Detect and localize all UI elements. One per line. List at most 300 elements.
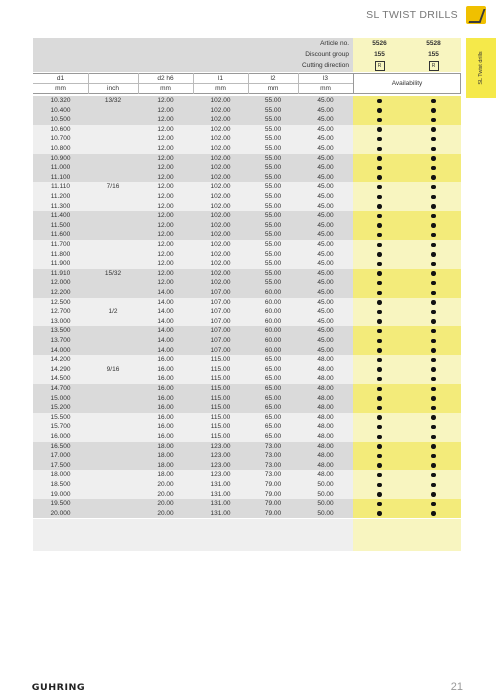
table-row [33, 288, 461, 298]
row-availability-background [353, 403, 461, 413]
cell-l2: 55.00 [264, 250, 282, 258]
cell-inch [88, 211, 138, 221]
cell-l2: 55.00 [264, 241, 282, 248]
row-availability-background [353, 384, 461, 394]
table-row [33, 144, 461, 154]
cell-l2: 79.00 [264, 481, 282, 488]
cell-d2: 12.00 [157, 279, 174, 287]
cell-l1: 115.00 [210, 404, 231, 412]
cell-l1: 115.00 [210, 413, 231, 421]
availability-dot-icon [377, 300, 382, 305]
availability-dot-icon [431, 271, 436, 276]
availability-dot-icon [431, 243, 436, 248]
table-row [33, 442, 461, 452]
cell-l1: 102.00 [210, 125, 231, 133]
page-number: 21 [450, 681, 463, 693]
cell-d1: 11.000 [50, 164, 71, 172]
col-sep [248, 73, 249, 94]
cell-d2: 18.00 [157, 461, 174, 469]
cell-l1: 115.00 [210, 433, 231, 440]
cell-inch [88, 355, 138, 365]
table-row [33, 96, 461, 106]
cutting-direction-icon: R [429, 61, 439, 71]
cell-inch [88, 154, 138, 164]
cell-d1: 13.500 [50, 327, 71, 335]
cell-inch [88, 106, 138, 116]
cell-d2: 12.00 [157, 260, 174, 268]
cell-d2: 18.00 [157, 452, 174, 460]
cell-d2: 12.00 [157, 241, 174, 248]
discount-label: Discount group [305, 51, 349, 58]
cell-l1: 102.00 [210, 212, 231, 220]
cell-d1: 14.700 [50, 385, 71, 392]
cell-d1: 11.900 [50, 260, 71, 268]
cell-inch [88, 317, 138, 327]
availability-dot-icon [377, 387, 382, 392]
cell-l2: 55.00 [264, 183, 282, 191]
cell-l3: 50.00 [317, 509, 334, 517]
availability-dot-icon [431, 195, 436, 200]
cell-d1: 11.100 [50, 173, 71, 181]
cell-d1: 18.500 [50, 481, 71, 488]
cutting-col2 [406, 62, 461, 73]
availability-dot-icon [377, 396, 382, 401]
table-row [33, 413, 461, 423]
col-sep [88, 73, 89, 94]
cell-l2: 65.00 [264, 375, 282, 383]
row-availability-background [353, 192, 461, 202]
col-head-d1: d1 [56, 75, 65, 82]
cell-inch [88, 394, 138, 404]
availability-dot-icon [377, 435, 382, 440]
cell-l3: 45.00 [317, 279, 334, 287]
cell-d2: 16.00 [157, 423, 174, 431]
cell-d1: 15.700 [50, 423, 71, 431]
cell-l2: 55.00 [264, 193, 282, 200]
cell-inch [88, 163, 138, 173]
cell-l3: 45.00 [317, 116, 334, 124]
availability-dot-icon [431, 463, 436, 468]
cell-d1: 11.600 [50, 231, 71, 239]
cell-l3: 48.00 [317, 471, 334, 479]
row-availability-background [353, 230, 461, 240]
cell-l2: 55.00 [264, 116, 282, 124]
row-availability-background [353, 278, 461, 288]
cell-l3: 45.00 [317, 97, 334, 104]
row-availability-background [353, 182, 461, 192]
availability-dot-icon [377, 502, 382, 507]
cell-l1: 131.00 [210, 500, 231, 508]
cell-inch: 13/32 [104, 97, 122, 104]
availability-dot-icon [431, 396, 436, 401]
cell-inch [88, 403, 138, 413]
cell-d1: 15.200 [50, 404, 71, 412]
cell-l2: 65.00 [264, 365, 282, 373]
table-row [33, 451, 461, 461]
row-availability-background [353, 211, 461, 221]
availability-dot-icon [377, 127, 382, 132]
cell-l1: 115.00 [210, 356, 231, 364]
cell-d2: 16.00 [157, 385, 174, 392]
cell-inch [88, 374, 138, 384]
availability-dot-icon [431, 223, 436, 228]
cell-l2: 65.00 [264, 433, 282, 440]
cell-inch: 15/32 [104, 269, 122, 277]
table-row [33, 346, 461, 356]
page-header [0, 0, 496, 30]
cell-d1: 13.700 [50, 337, 71, 344]
cell-d1: 11.400 [50, 212, 71, 220]
cell-l3: 48.00 [317, 433, 334, 440]
cell-l3: 45.00 [317, 346, 334, 354]
cell-l3: 45.00 [317, 202, 334, 210]
row-availability-background [353, 470, 461, 480]
cell-inch [88, 509, 138, 519]
table-row [33, 221, 461, 231]
availability-dot-icon [377, 463, 382, 468]
unit-d2: mm [160, 85, 171, 92]
cell-l2: 73.00 [264, 452, 282, 460]
availability-dot-icon [431, 454, 436, 459]
row-availability-background [353, 96, 461, 106]
cell-l3: 50.00 [317, 481, 334, 488]
cell-l2: 60.00 [264, 337, 282, 344]
availability-label: Availability [391, 80, 423, 87]
row-availability-background [353, 173, 461, 183]
cell-inch [88, 480, 138, 490]
row-availability-background [353, 480, 461, 490]
cell-d2: 14.00 [157, 327, 174, 335]
cell-l1: 123.00 [210, 452, 231, 460]
cell-inch [88, 202, 138, 212]
col-head-l2: l2 [270, 75, 276, 82]
cell-l2: 55.00 [264, 260, 282, 268]
cell-d2: 12.00 [157, 154, 174, 162]
table-row [33, 480, 461, 490]
cell-l2: 55.00 [264, 135, 282, 143]
cell-l3: 45.00 [317, 106, 334, 114]
cell-l2: 65.00 [264, 356, 282, 364]
availability-dot-icon [377, 291, 382, 296]
cell-l1: 102.00 [210, 202, 231, 210]
cell-l1: 102.00 [210, 250, 231, 258]
table-row [33, 115, 461, 125]
availability-dot-icon [431, 367, 436, 372]
cell-l3: 45.00 [317, 317, 334, 325]
cell-inch: 9/16 [106, 365, 120, 373]
cell-l3: 50.00 [317, 490, 334, 498]
availability-dot-icon [377, 454, 382, 459]
cell-d1: 10.320 [50, 97, 71, 104]
row-availability-background [353, 374, 461, 384]
col-head-d2: d2 h6 [157, 75, 174, 82]
cell-l1: 102.00 [210, 193, 231, 200]
row-availability-background [353, 442, 461, 452]
cutting-label: Cutting direction [302, 62, 349, 69]
cell-inch [88, 115, 138, 125]
cell-d2: 14.00 [157, 317, 174, 325]
cell-l1: 102.00 [210, 260, 231, 268]
cell-d1: 10.500 [50, 116, 71, 124]
availability-dot-icon [377, 147, 382, 152]
cell-d1: 10.400 [50, 106, 71, 114]
cell-l1: 107.00 [210, 337, 231, 344]
unit-inch: inch [107, 85, 119, 92]
cell-l1: 102.00 [210, 116, 231, 124]
cell-l3: 48.00 [317, 461, 334, 469]
cell-l2: 60.00 [264, 298, 282, 306]
cell-l2: 73.00 [264, 442, 282, 450]
availability-dot-icon [431, 291, 436, 296]
cell-d1: 11.200 [50, 193, 71, 200]
availability-dot-icon [431, 435, 436, 440]
availability-dot-icon [377, 444, 382, 449]
cell-l1: 102.00 [210, 164, 231, 172]
table-row [33, 154, 461, 164]
cell-l3: 45.00 [317, 164, 334, 172]
cell-inch [88, 144, 138, 154]
cell-d2: 20.00 [157, 481, 174, 488]
row-availability-background [353, 365, 461, 375]
row-availability-background [353, 125, 461, 135]
availability-dot-icon [431, 214, 436, 219]
availability-dot-icon [431, 108, 436, 113]
cell-d2: 12.00 [157, 212, 174, 220]
row-availability-background [353, 422, 461, 432]
availability-dot-icon [431, 300, 436, 305]
cell-inch [88, 432, 138, 442]
cell-l2: 55.00 [264, 269, 282, 277]
cell-d1: 12.000 [50, 279, 71, 287]
cell-l2: 55.00 [264, 279, 282, 287]
row-availability-background [353, 250, 461, 260]
side-tab[interactable] [466, 38, 496, 98]
cell-d1: 20.000 [50, 509, 71, 517]
cell-l2: 79.00 [264, 509, 282, 517]
article-5526: 5526 [372, 40, 387, 47]
availability-dot-icon [431, 406, 436, 411]
cell-l2: 65.00 [264, 385, 282, 392]
cell-l3: 45.00 [317, 241, 334, 248]
cell-inch [88, 442, 138, 452]
table-header [33, 73, 353, 94]
table-filler [33, 519, 353, 551]
cell-l3: 48.00 [317, 452, 334, 460]
availability-dot-icon [431, 127, 436, 132]
cell-l1: 102.00 [210, 241, 231, 248]
cell-l1: 102.00 [210, 221, 231, 229]
table-row [33, 269, 461, 279]
cell-d2: 12.00 [157, 202, 174, 210]
cell-l2: 60.00 [264, 327, 282, 335]
cell-inch [88, 173, 138, 183]
row-availability-background [353, 461, 461, 471]
cell-d2: 18.00 [157, 471, 174, 479]
table-row [33, 125, 461, 135]
cell-inch [88, 278, 138, 288]
cell-d1: 18.000 [50, 471, 71, 479]
table-row [33, 173, 461, 183]
availability-dot-icon [431, 166, 436, 171]
cell-d2: 16.00 [157, 433, 174, 440]
col-sep [193, 73, 194, 94]
table-row [33, 509, 461, 519]
table-row [33, 461, 461, 471]
row-availability-background [353, 298, 461, 308]
cell-l3: 48.00 [317, 442, 334, 450]
cell-l3: 45.00 [317, 221, 334, 229]
cell-d2: 14.00 [157, 298, 174, 306]
table-row [33, 374, 461, 384]
cell-d1: 16.500 [50, 442, 71, 450]
cell-l3: 45.00 [317, 212, 334, 220]
row-availability-background [353, 288, 461, 298]
cell-l3: 45.00 [317, 337, 334, 344]
cell-inch [88, 125, 138, 135]
cell-inch [88, 451, 138, 461]
table-row [33, 298, 461, 308]
cell-l3: 45.00 [317, 289, 334, 296]
page-title: SL TWIST DRILLS [366, 9, 458, 21]
cell-inch [88, 470, 138, 480]
cell-l1: 123.00 [210, 442, 231, 450]
cell-l2: 65.00 [264, 413, 282, 421]
cell-l1: 115.00 [210, 394, 231, 402]
discount-col2: 155 [428, 51, 439, 58]
cell-l2: 55.00 [264, 106, 282, 114]
cell-d1: 10.800 [50, 145, 71, 152]
cell-l2: 55.00 [264, 145, 282, 152]
cell-d2: 20.00 [157, 509, 174, 517]
cell-l1: 115.00 [210, 385, 231, 392]
cell-d2: 14.00 [157, 346, 174, 354]
row-availability-background [353, 144, 461, 154]
table-filler-yellow [353, 519, 461, 551]
table-row [33, 326, 461, 336]
cell-l2: 55.00 [264, 231, 282, 239]
table-row [33, 259, 461, 269]
cell-inch [88, 461, 138, 471]
availability-dot-icon [431, 483, 436, 488]
table-row [33, 202, 461, 212]
article-5528: 5528 [426, 40, 441, 47]
cell-inch [88, 336, 138, 346]
availability-dot-icon [377, 511, 382, 516]
cell-inch [88, 490, 138, 500]
cell-inch [88, 288, 138, 298]
table-row [33, 470, 461, 480]
availability-dot-icon [431, 156, 436, 161]
cell-inch [88, 422, 138, 432]
cell-d2: 12.00 [157, 221, 174, 229]
table-row [33, 211, 461, 221]
cell-l1: 102.00 [210, 173, 231, 181]
row-availability-background [353, 499, 461, 509]
cell-d2: 16.00 [157, 375, 174, 383]
cell-d1: 11.800 [50, 250, 71, 258]
availability-dot-icon [431, 348, 436, 353]
availability-dot-icon [431, 444, 436, 449]
availability-dot-icon [431, 99, 436, 104]
cell-l1: 131.00 [210, 481, 231, 488]
cell-l3: 48.00 [317, 375, 334, 383]
cutting-col1 [353, 62, 406, 73]
cell-d2: 12.00 [157, 106, 174, 114]
cell-d2: 14.00 [157, 289, 174, 296]
cell-d1: 11.300 [50, 202, 71, 210]
cell-inch [88, 413, 138, 423]
cell-d2: 12.00 [157, 135, 174, 143]
table-row [33, 403, 461, 413]
cell-l2: 79.00 [264, 490, 282, 498]
cell-l1: 102.00 [210, 135, 231, 143]
cell-inch [88, 326, 138, 336]
cell-d2: 12.00 [157, 231, 174, 239]
cell-l3: 48.00 [317, 365, 334, 373]
cell-d1: 10.900 [50, 154, 71, 162]
row-availability-background [353, 432, 461, 442]
availability-dot-icon [377, 262, 382, 267]
cell-inch [88, 499, 138, 509]
row-availability-background [353, 307, 461, 317]
row-availability-background [353, 269, 461, 279]
cell-l3: 45.00 [317, 327, 334, 335]
cell-l2: 55.00 [264, 221, 282, 229]
cell-l2: 65.00 [264, 394, 282, 402]
table-row [33, 307, 461, 317]
availability-dot-icon [431, 204, 436, 209]
table-row [33, 134, 461, 144]
cell-d2: 12.00 [157, 164, 174, 172]
cell-l3: 48.00 [317, 404, 334, 412]
cell-inch: 7/16 [106, 183, 120, 191]
cell-l1: 107.00 [210, 298, 231, 306]
cell-l3: 48.00 [317, 394, 334, 402]
availability-dot-icon [431, 358, 436, 363]
article-label: Article no. [320, 40, 349, 47]
cell-inch [88, 192, 138, 202]
row-availability-background [353, 202, 461, 212]
availability-dot-icon [377, 271, 382, 276]
availability-dot-icon [431, 147, 436, 152]
row-availability-background [353, 240, 461, 250]
cell-l3: 48.00 [317, 356, 334, 364]
cell-inch: 1/2 [108, 308, 118, 316]
discount-col1: 155 [374, 51, 385, 58]
availability-dot-icon [377, 166, 382, 171]
availability-dot-icon [431, 252, 436, 257]
availability-dot-icon [431, 502, 436, 507]
table-row [33, 230, 461, 240]
cell-l2: 55.00 [264, 154, 282, 162]
unit-l2: mm [267, 85, 279, 92]
cell-d2: 14.00 [157, 308, 174, 316]
availability-dot-icon [377, 492, 382, 497]
row-availability-background [353, 163, 461, 173]
availability-dot-icon [377, 99, 382, 104]
cell-d2: 16.00 [157, 394, 174, 402]
cell-l2: 65.00 [264, 423, 282, 431]
availability-dot-icon [377, 310, 382, 315]
cell-l2: 60.00 [264, 346, 282, 354]
cell-l1: 115.00 [210, 365, 231, 373]
availability-dot-icon [377, 175, 382, 180]
brand-logo-icon [466, 6, 486, 24]
cell-l3: 45.00 [317, 269, 334, 277]
cell-d2: 16.00 [157, 404, 174, 412]
cell-d2: 14.00 [157, 337, 174, 344]
cell-d2: 16.00 [157, 356, 174, 364]
